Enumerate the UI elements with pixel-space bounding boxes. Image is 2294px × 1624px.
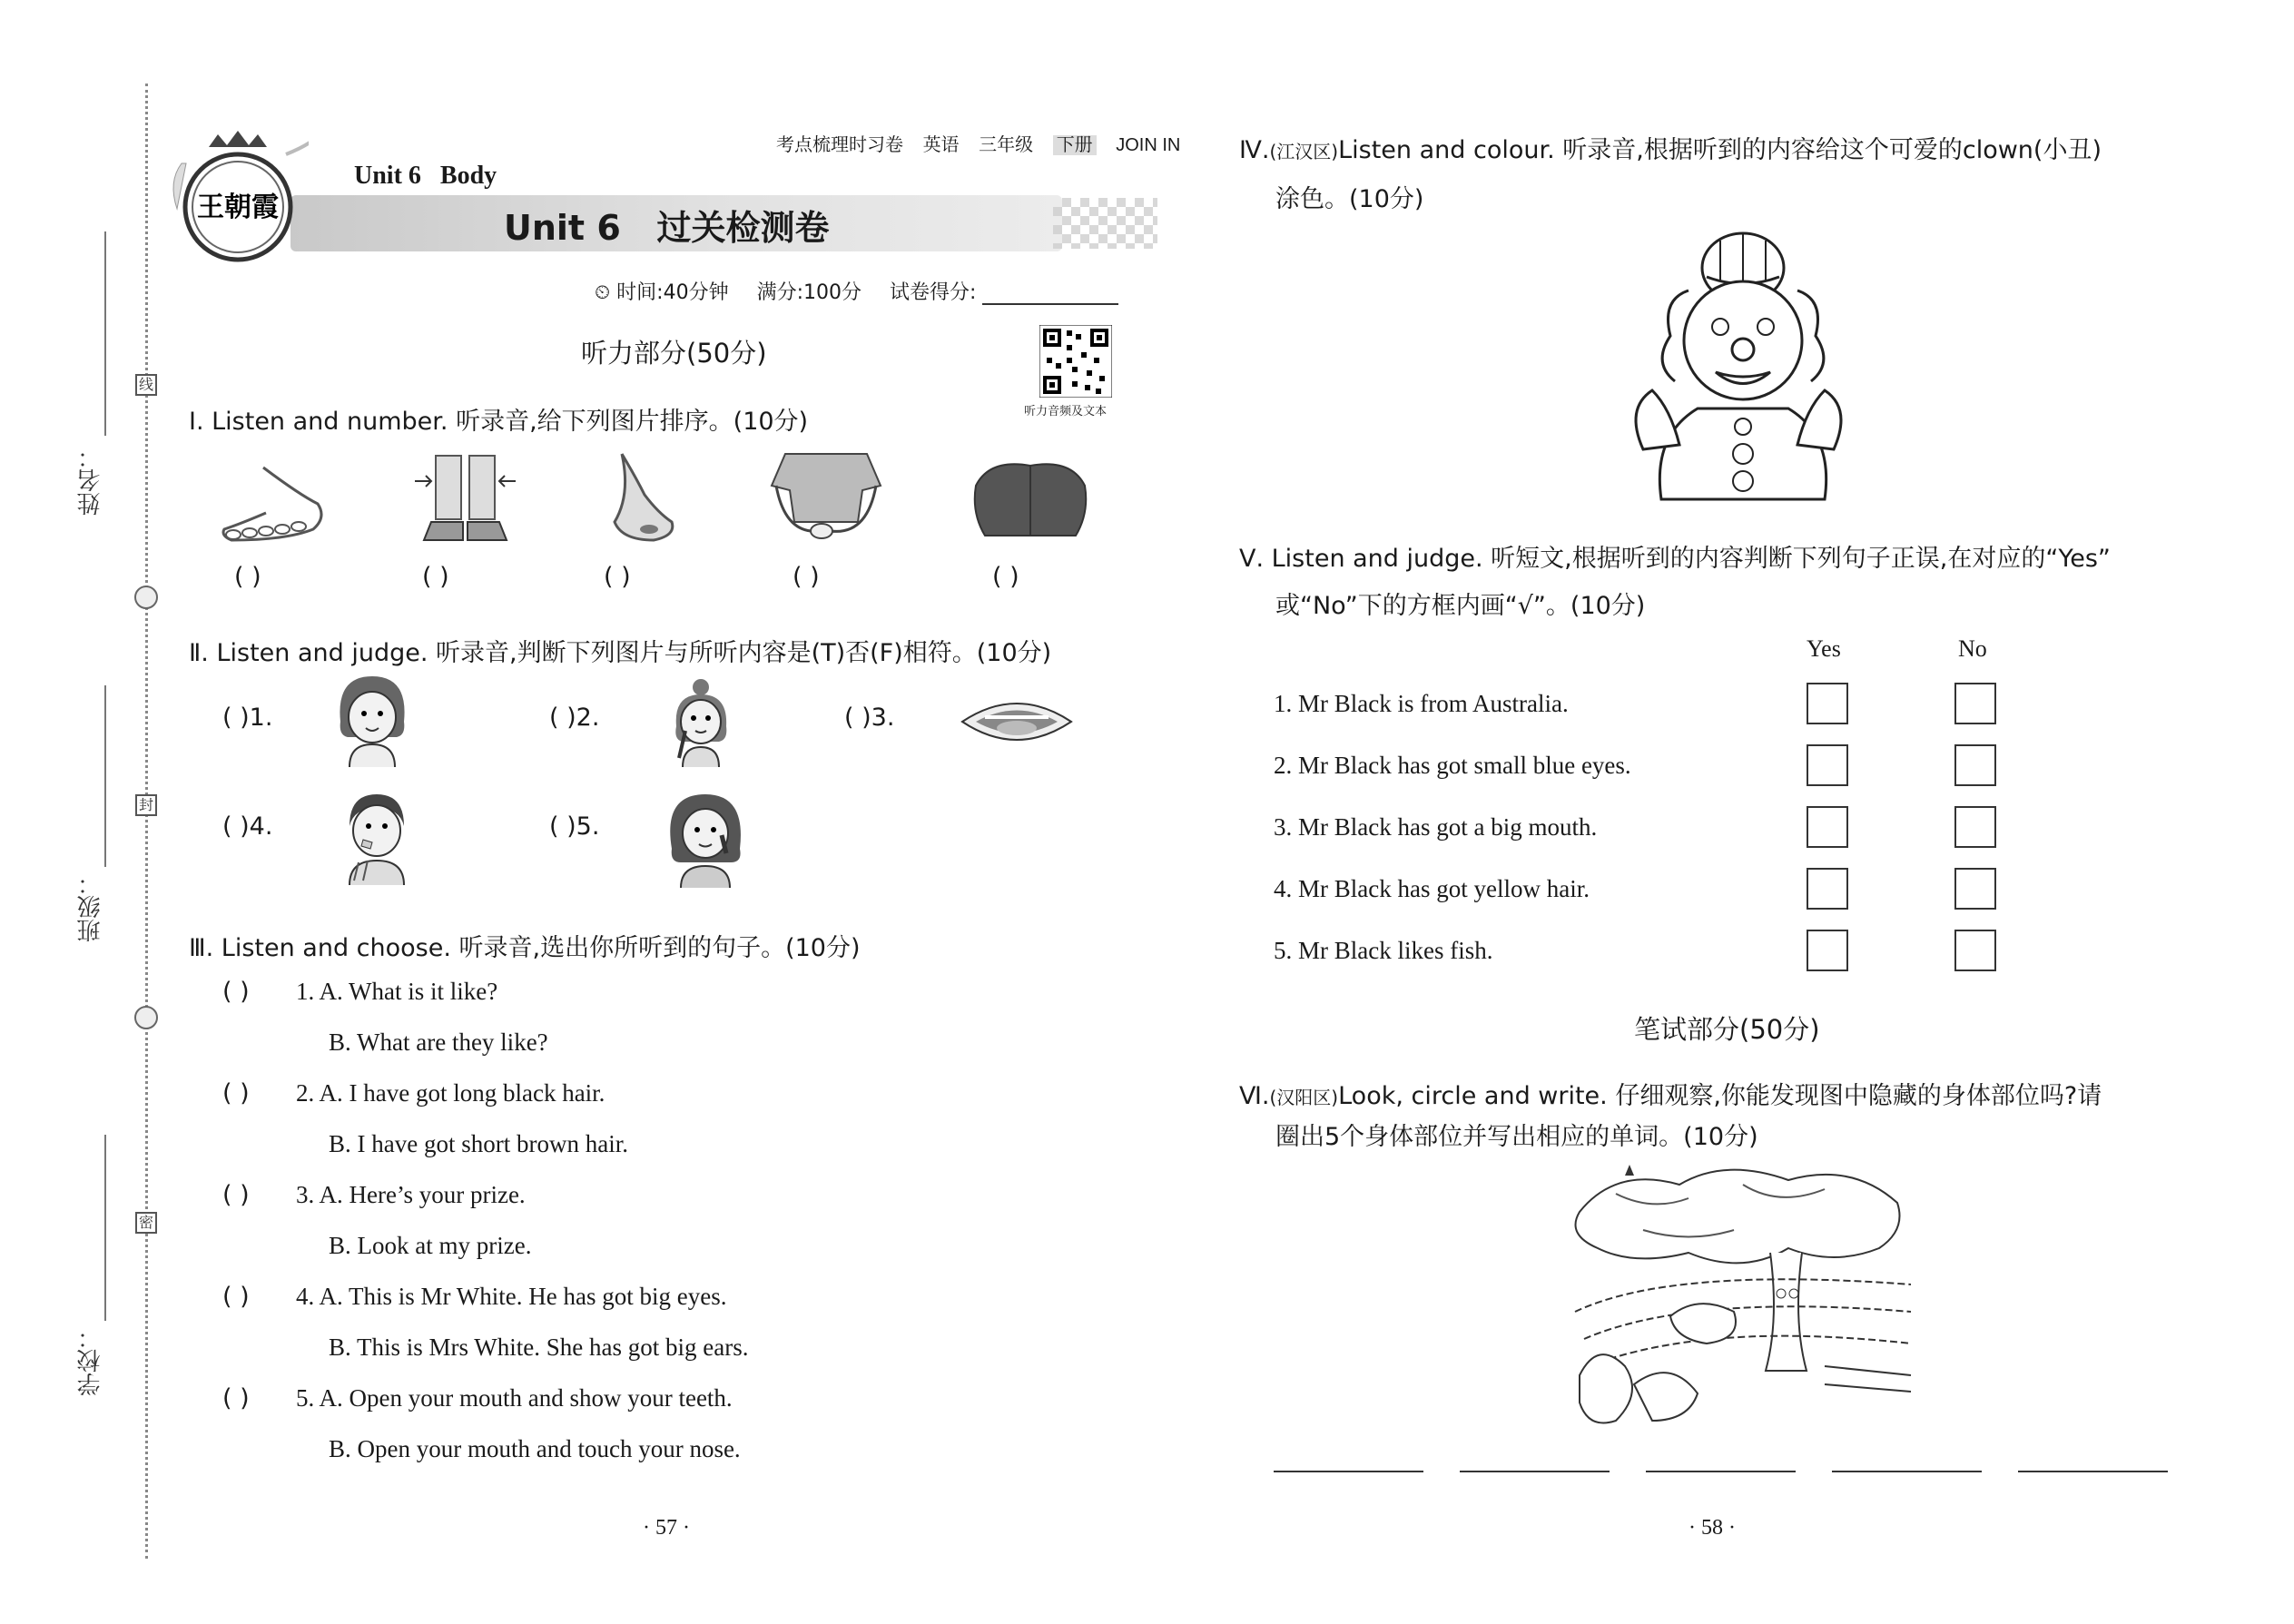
girl-touching-face-picture xyxy=(663,676,740,772)
meta-term: 下册 xyxy=(1053,135,1097,155)
section-2-title: Ⅱ. Listen and judge. 听录音,判断下列图片与所听内容是(T)否(F)相符。(10分) xyxy=(189,639,1052,667)
judge-item-5 xyxy=(549,812,599,841)
binding-seal-icon xyxy=(134,1006,158,1029)
answer-write-line[interactable] xyxy=(1274,1471,1423,1472)
section-5-title-line2: 或“No”下的方框内画“√”。(10分) xyxy=(1275,592,1646,620)
page-number-left: · 57 · xyxy=(643,1516,690,1540)
yes-checkbox[interactable] xyxy=(1807,744,1848,786)
judge-statement: 1. Mr Black is from Australia. xyxy=(1274,690,1569,717)
school-label: 学校： xyxy=(77,1325,104,1396)
answer-paren[interactable]: ( ) xyxy=(422,563,449,591)
no-checkbox[interactable] xyxy=(1954,744,1996,786)
section-5-title: Ⅴ. Listen and judge. 听短文,根据听到的内容判断下列句子正误,在对应的“Yes” xyxy=(1239,545,2111,573)
exam-time: 时间:40分钟 xyxy=(616,281,729,304)
choice-option-b: B. Look at my prize. xyxy=(329,1232,532,1259)
answer-paren[interactable]: ( ) xyxy=(222,1079,250,1107)
judge-statement: 5. Mr Black likes fish. xyxy=(1274,937,1493,964)
answer-paren[interactable]: ( ) xyxy=(604,563,631,591)
binding-mark-line: 线 xyxy=(135,374,157,396)
binding-mark-seal: 封 xyxy=(135,794,157,816)
hair-picture xyxy=(971,458,1089,540)
yes-checkbox[interactable] xyxy=(1807,806,1848,848)
choice-option-b: B. Open your mouth and touch your nose. xyxy=(329,1435,741,1462)
judge-item-2 xyxy=(549,704,599,732)
section-6-title-line2: 圈出5个身体部位并写出相应的单词。(10分) xyxy=(1275,1123,1758,1151)
school-write-line[interactable] xyxy=(104,1135,106,1321)
clown-picture[interactable] xyxy=(1607,227,1870,504)
qr-caption: 听力音频及文本 xyxy=(1024,405,1108,418)
legs-picture xyxy=(413,454,517,549)
answer-paren[interactable]: ( ) xyxy=(844,704,871,732)
binding-dotted-line xyxy=(145,84,148,1559)
answer-paren[interactable]: ( ) xyxy=(222,1283,250,1311)
answer-paren[interactable]: ( ) xyxy=(549,704,576,732)
judge-item-1 xyxy=(222,704,272,732)
answer-paren[interactable]: ( ) xyxy=(549,812,576,841)
section-6-title: Ⅵ.(汉阳区)Look, circle and write. 仔细观察,你能发现图中隐藏的身体部位吗?请 xyxy=(1239,1082,2102,1110)
answer-write-line[interactable] xyxy=(1646,1471,1796,1472)
judge-item-3 xyxy=(844,704,894,732)
class-write-line[interactable] xyxy=(104,685,106,867)
score-label: 试卷得分: xyxy=(890,281,977,304)
item-number: 4. xyxy=(249,812,273,841)
writing-title: 笔试部分(50分) xyxy=(1634,1014,1820,1045)
hidden-body-parts-picture[interactable] xyxy=(1561,1157,1915,1430)
answer-write-line[interactable] xyxy=(1832,1471,1982,1472)
choice-option-b: B. What are they like? xyxy=(329,1029,548,1056)
yes-checkbox[interactable] xyxy=(1807,683,1848,724)
no-checkbox[interactable] xyxy=(1954,683,1996,724)
class-label: 班级： xyxy=(77,871,104,942)
header-checker-pattern xyxy=(1053,198,1157,249)
yes-checkbox[interactable] xyxy=(1807,868,1848,910)
answer-write-line[interactable] xyxy=(2018,1471,2168,1472)
binding-seal-icon xyxy=(134,586,158,609)
choice-option-a: 2. A. I have got long black hair. xyxy=(296,1079,605,1107)
no-checkbox[interactable] xyxy=(1954,930,1996,971)
arms-picture xyxy=(767,449,885,545)
qr-code-icon[interactable] xyxy=(1039,325,1112,398)
no-checkbox[interactable] xyxy=(1954,806,1996,848)
judge-statement: 2. Mr Black has got small blue eyes. xyxy=(1274,752,1631,779)
choice-option-a: 1. A. What is it like? xyxy=(296,978,498,1005)
choice-option-b: B. This is Mrs White. She has got big ears. xyxy=(329,1334,749,1361)
judge-statement: 4. Mr Black has got yellow hair. xyxy=(1274,875,1590,902)
answer-paren[interactable]: ( ) xyxy=(222,1384,250,1412)
foot-picture xyxy=(213,458,331,549)
name-label: 姓名： xyxy=(77,445,104,516)
no-column-header: No xyxy=(1958,635,1987,662)
choice-option-a: 5. A. Open your mouth and show your teeth. xyxy=(296,1384,733,1412)
svg-text:王朝霞: 王朝霞 xyxy=(197,192,279,223)
brand-logo xyxy=(163,127,309,272)
exam-info xyxy=(595,277,1118,305)
name-write-line[interactable] xyxy=(104,231,106,436)
item-number: 2. xyxy=(576,704,600,732)
yes-column-header: Yes xyxy=(1807,635,1841,662)
score-blank[interactable] xyxy=(982,285,1118,305)
meta-series: 考点梳理时习卷 xyxy=(776,135,903,155)
section-3-title: Ⅲ. Listen and choose. 听录音,选出你所听到的句子。(10分) xyxy=(189,934,861,962)
choice-option-b: B. I have got short brown hair. xyxy=(329,1130,628,1157)
listening-title: 听力部分(50分) xyxy=(581,338,767,369)
item-number: 3. xyxy=(871,704,895,732)
unit-title: Unit 6 过关检测卷 xyxy=(504,208,830,248)
answer-paren[interactable]: ( ) xyxy=(222,812,250,841)
header-meta xyxy=(776,130,1180,156)
clock-icon: ⏲ xyxy=(595,281,611,304)
nose-picture xyxy=(604,449,685,549)
answer-paren[interactable]: ( ) xyxy=(793,563,820,591)
unit-subtitle: Unit 6 Body xyxy=(354,162,497,190)
section-4-title-line2: 涂色。(10分) xyxy=(1275,185,1424,213)
choice-option-a: 4. A. This is Mr White. He has got big eyes. xyxy=(296,1283,727,1310)
mouth-picture xyxy=(958,690,1076,753)
section-4-title: Ⅳ.(江汉区)Listen and colour. 听录音,根据听到的内容给这个可爱的clown(小丑) xyxy=(1239,136,2102,164)
judge-item-4 xyxy=(222,812,272,841)
judge-statement: 3. Mr Black has got a big mouth. xyxy=(1274,813,1598,841)
girl-face-picture xyxy=(331,672,413,772)
answer-paren[interactable]: ( ) xyxy=(222,704,250,732)
binding-mark-secret: 密 xyxy=(135,1212,157,1234)
no-checkbox[interactable] xyxy=(1954,868,1996,910)
yes-checkbox[interactable] xyxy=(1807,930,1848,971)
choice-option-a: 3. A. Here’s your prize. xyxy=(296,1181,526,1208)
meta-subject: 英语 xyxy=(922,135,960,155)
item-number: 1. xyxy=(249,704,273,732)
boy-touching-nose-picture xyxy=(336,790,418,890)
page-number-right: · 58 · xyxy=(1689,1516,1736,1540)
section-1-title: Ⅰ. Listen and number. 听录音,给下列图片排序。(10分) xyxy=(189,408,809,436)
answer-write-line[interactable] xyxy=(1460,1471,1610,1472)
answer-paren[interactable]: ( ) xyxy=(992,563,1019,591)
item-number: 5. xyxy=(576,812,600,841)
meta-grade: 三年级 xyxy=(979,135,1034,155)
answer-paren[interactable]: ( ) xyxy=(234,563,261,591)
meta-edition: JOIN IN xyxy=(1116,135,1181,155)
answer-paren[interactable]: ( ) xyxy=(222,978,250,1006)
answer-paren[interactable]: ( ) xyxy=(222,1181,250,1209)
exam-full-marks: 满分:100分 xyxy=(756,281,861,304)
girl-touching-ear-picture xyxy=(663,790,749,890)
